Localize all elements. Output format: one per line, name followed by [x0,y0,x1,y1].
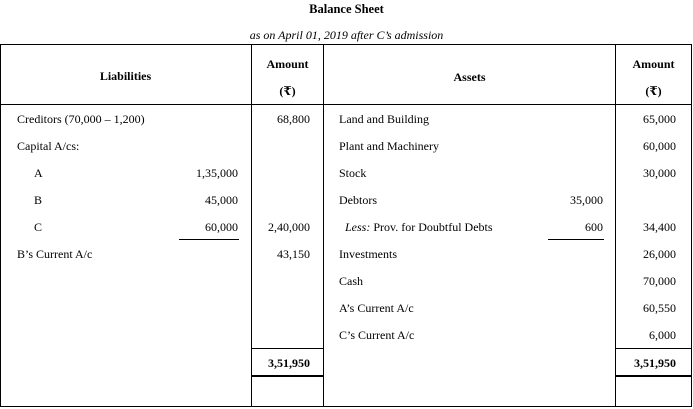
liabilities-total-bottom-rule [251,375,324,377]
capital-c-value: 60,000 [205,220,238,234]
assets-total: 3,51,950 [634,356,676,370]
table-right-border [691,44,692,407]
assets-currency-header: (₹) [645,84,662,98]
b-current-account-amount: 43,150 [277,247,310,261]
provision-value: 600 [585,220,603,234]
debtors-subtotal-rule [548,239,604,240]
assets-amount-header: Amount [632,57,675,71]
debtors-value: 35,000 [570,193,603,207]
assets-total-top-rule [615,348,692,349]
stock-label: Stock [339,166,367,180]
cash-label: Cash [339,274,363,288]
header-divider [0,104,692,105]
land-building-label: Land and Building [339,112,429,126]
liabilities-total: 3,51,950 [268,356,310,370]
capital-b-value: 45,000 [205,193,238,207]
provision-doubtful-debts-label [345,220,493,234]
capital-c-label: C [34,220,43,234]
cash-amount: 70,000 [643,274,676,288]
less-prefix: Less: [345,220,371,234]
provision-text: Prov. for Doubtful Debts [373,220,493,234]
sheet-subtitle: as on April 01, 2019 after C’s admission [249,28,444,42]
c-current-account-amount: 6,000 [649,328,676,342]
stock-amount: 30,000 [643,166,676,180]
investments-label: Investments [339,247,397,261]
debtors-label: Debtors [339,193,377,207]
b-current-account-label: B’s Current A/c [17,247,93,261]
capital-a-value: 1,35,000 [196,166,238,180]
liabilities-header: Liabilities [99,69,152,83]
liabilities-total-top-rule [251,348,324,349]
capital-accounts-label: Capital A/cs: [17,139,80,153]
a-current-account-label: A’s Current A/c [339,301,414,315]
liabilities-currency-header: (₹) [279,84,296,98]
creditors-amount: 68,800 [277,112,310,126]
capital-a-label: A [34,166,43,180]
capital-b-label: B [34,193,43,207]
plant-machinery-label: Plant and Machinery [339,139,439,153]
creditors-label: Creditors (70,000 – 1,200) [17,112,145,126]
liabilities-amount-header: Amount [266,57,309,71]
liabilities-amount-col-right-rule [323,44,324,407]
investments-amount: 26,000 [643,247,676,261]
capital-total-amount: 2,40,000 [268,220,310,234]
assets-total-bottom-rule [615,375,692,377]
a-current-account-amount: 60,550 [643,301,676,315]
table-left-border [0,44,1,407]
capital-subtotal-rule [179,239,239,240]
c-current-account-label: C’s Current A/c [339,328,415,342]
assets-header: Assets [453,70,486,84]
plant-machinery-amount: 60,000 [643,139,676,153]
land-building-amount: 65,000 [643,112,676,126]
sheet-title: Balance Sheet [309,2,384,16]
debtors-net-amount: 34,400 [643,220,676,234]
